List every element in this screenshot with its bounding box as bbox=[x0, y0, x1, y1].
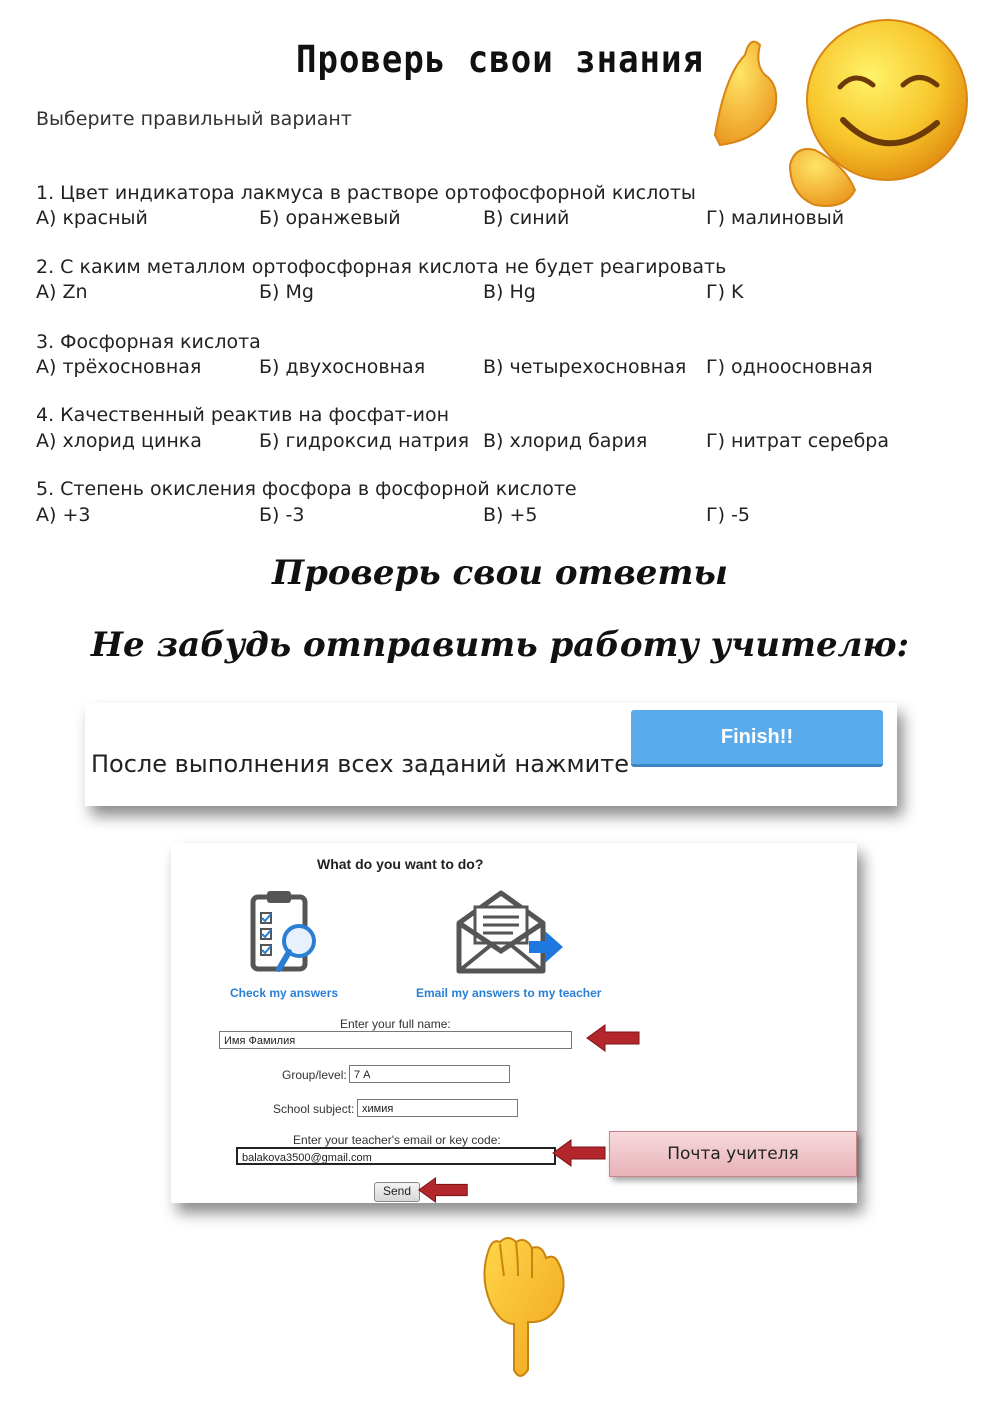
school-subject-label: School subject: bbox=[273, 1102, 355, 1116]
instruction: Выберите правильный вариант bbox=[36, 108, 352, 130]
answer-option[interactable]: А) красный bbox=[36, 207, 148, 229]
answer-option[interactable]: А) хлорид цинка bbox=[36, 430, 202, 452]
page-title: Проверь свои знания bbox=[296, 38, 704, 82]
answer-option[interactable]: Б) двухосновная bbox=[259, 356, 426, 378]
teacher-email-label: Enter your teacher's email or key code: bbox=[293, 1133, 501, 1147]
question-5: 5. Степень окисления фосфора в фосфорной кислоте bbox=[36, 478, 577, 500]
pointing-down-hand-icon bbox=[470, 1232, 570, 1382]
answer-option[interactable]: В) хлорид бария bbox=[483, 430, 648, 452]
answer-option[interactable]: Г) малиновый bbox=[706, 207, 845, 229]
answer-option[interactable]: Б) оранжевый bbox=[259, 207, 401, 229]
group-level-label: Group/level: bbox=[282, 1068, 347, 1082]
answer-option[interactable]: Г) нитрат серебра bbox=[706, 430, 889, 452]
email-form-panel bbox=[171, 843, 857, 1203]
finish-button[interactable]: Finish!! bbox=[631, 710, 883, 767]
answer-option[interactable]: Б) -3 bbox=[259, 504, 305, 526]
form-heading: What do you want to do? bbox=[317, 856, 484, 872]
school-subject-input[interactable]: химия bbox=[357, 1099, 518, 1117]
question-3: 3. Фосфорная кислота bbox=[36, 331, 261, 353]
check-my-answers-link[interactable]: Check my answers bbox=[230, 986, 339, 1000]
question-2: 2. С каким металлом ортофосфорная кислота не будет реагировать bbox=[36, 256, 727, 278]
check-answers-heading: Проверь свои ответы bbox=[271, 553, 729, 593]
full-name-label: Enter your full name: bbox=[340, 1017, 451, 1031]
finish-panel bbox=[85, 703, 897, 806]
answer-option[interactable]: Б) гидроксид натрия bbox=[259, 430, 470, 452]
red-arrow-icon bbox=[415, 1176, 471, 1204]
clipboard-check-icon[interactable] bbox=[249, 889, 321, 975]
group-level-input[interactable]: 7 А bbox=[349, 1065, 510, 1083]
answer-option[interactable]: В) четырехосновная bbox=[483, 356, 687, 378]
answer-option[interactable]: В) +5 bbox=[483, 504, 538, 526]
full-name-input[interactable]: Имя Фамилия bbox=[219, 1031, 572, 1049]
smiling-emoji-icon bbox=[705, 15, 970, 215]
answer-option[interactable]: А) +3 bbox=[36, 504, 91, 526]
question-1: 1. Цвет индикатора лакмуса в растворе ортофосфорной кислоты bbox=[36, 182, 696, 204]
envelope-send-icon[interactable] bbox=[453, 889, 565, 975]
finish-instruction: После выполнения всех заданий нажмите bbox=[91, 750, 629, 778]
teacher-email-note: Почта учителя bbox=[609, 1131, 857, 1177]
teacher-email-input[interactable]: balakova3500@gmail.com bbox=[236, 1147, 556, 1165]
question-4: 4. Качественный реактив на фосфат-ион bbox=[36, 404, 449, 426]
answer-option[interactable]: А) трёхосновная bbox=[36, 356, 202, 378]
answer-option[interactable]: Г) одноосновная bbox=[706, 356, 873, 378]
answer-option[interactable]: В) синий bbox=[483, 207, 570, 229]
red-arrow-icon bbox=[585, 1023, 641, 1053]
answer-option[interactable]: Г) K bbox=[706, 281, 744, 303]
answer-option[interactable]: Б) Mg bbox=[259, 281, 314, 303]
email-teacher-link[interactable]: Email my answers to my teacher bbox=[416, 986, 602, 1000]
answer-option[interactable]: В) Hg bbox=[483, 281, 536, 303]
red-arrow-icon bbox=[551, 1138, 607, 1168]
answer-option[interactable]: Г) -5 bbox=[706, 504, 750, 526]
send-reminder-heading: Не забудь отправить работу учителю: bbox=[90, 625, 910, 665]
send-button[interactable]: Send bbox=[374, 1182, 420, 1202]
answer-option[interactable]: А) Zn bbox=[36, 281, 88, 303]
